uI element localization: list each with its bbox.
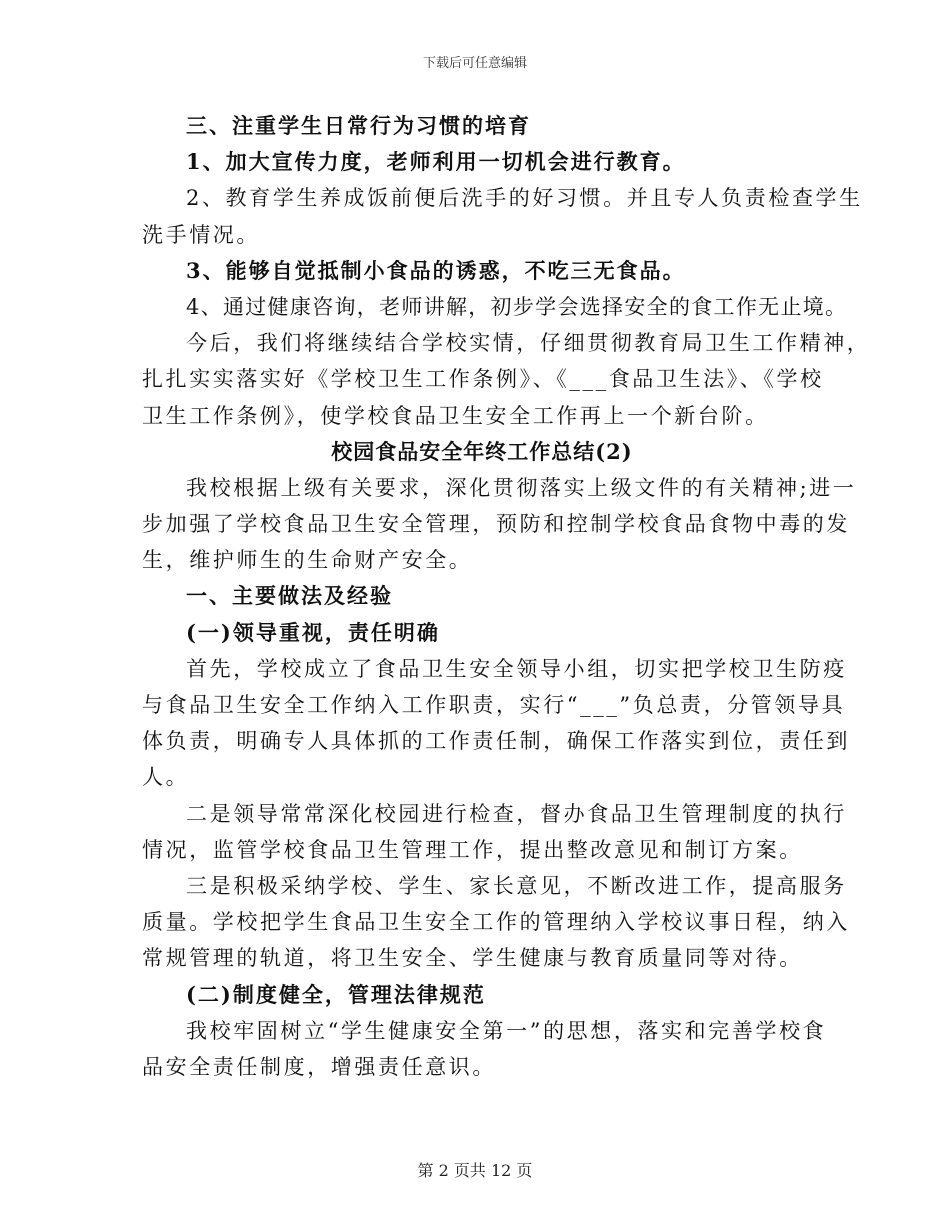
paragraph-line: 首先，学校成立了食品卫生安全领导小组，切实把学校卫生防疫 [186, 656, 847, 681]
paragraph-line: 常规管理的轨道，将卫生安全、学生健康与教育质量同等对待。 [142, 946, 803, 971]
paragraph-line: 洗手情况。 [142, 222, 260, 247]
paragraph-line: 步加强了学校食品卫生安全管理，预防和控制学校食品食物中毒的发 [142, 512, 850, 537]
bold-item: 1、加大宣传力度，老师利用一切机会进行教育。 [186, 149, 686, 175]
paragraph-line: 2、教育学生养成饭前便后洗手的好习惯。并且专人负责检查学生 [186, 186, 863, 211]
subsection-heading: (二)制度健全，管理法律规范 [186, 981, 486, 1007]
page-header: 下载后可任意编辑 [422, 56, 527, 71]
paragraph-line: 二是领导常常深化校园进行检查，督办食品卫生管理制度的执行 [186, 801, 847, 826]
paragraph-line: 品安全责任制度，增强责任意识。 [142, 1054, 496, 1079]
bold-item: 3、能够自觉抵制小食品的诱惑，不吃三无食品。 [186, 257, 686, 283]
section-heading: 一、主要做法及经验 [186, 583, 393, 609]
paragraph-line: 我校牢固树立“学生健康安全第一”的思想，落实和完善学校食 [186, 1018, 827, 1043]
section-title: 校园食品安全年终工作总结(2) [331, 438, 633, 464]
page-footer: 第 2 页共 12 页 [417, 1161, 533, 1180]
document-body [142, 108, 871, 1085]
paragraph-line: 人。 [142, 765, 190, 790]
paragraph-line: 生，维护师生的生命财产安全。 [142, 548, 473, 573]
paragraph-line: 今后，我们将继续结合学校实情，仔细贯彻教育局卫生工作精神， [186, 331, 871, 356]
paragraph-line: 与食品卫生安全工作纳入工作职责，实行“___”负总责，分管领导具 [142, 693, 846, 717]
paragraph-line: 三是积极采纳学校、学生、家长意见，不断改进工作，提高服务 [186, 873, 847, 898]
section-heading: 三、注重学生日常行为习惯的培育 [186, 113, 531, 138]
paragraph-line: 情况，监管学校食品卫生管理工作，提出整改意见和制订方案。 [142, 837, 803, 862]
paragraph-line: 扎扎实实落实好《学校卫生工作条例》、《___食品卫生法》、《学校 [142, 367, 824, 392]
paragraph-line: 我校根据上级有关要求，深化贯彻落实上级文件的有关精神;进一 [186, 475, 857, 500]
paragraph-line: 体负责，明确专人具体抓的工作责任制，确保工作落实到位，责任到 [142, 729, 850, 754]
subsection-heading: (一)领导重视，责任明确 [186, 619, 440, 645]
paragraph-line: 质量。学校把学生食品卫生安全工作的管理纳入学校议事日程，纳入 [142, 910, 850, 935]
paragraph-line: 卫生工作条例》，使学校食品卫生安全工作再上一个新台阶。 [142, 403, 769, 428]
paragraph-line: 4、通过健康咨询，老师讲解，初步学会选择安全的食工作无止境。 [186, 294, 848, 319]
